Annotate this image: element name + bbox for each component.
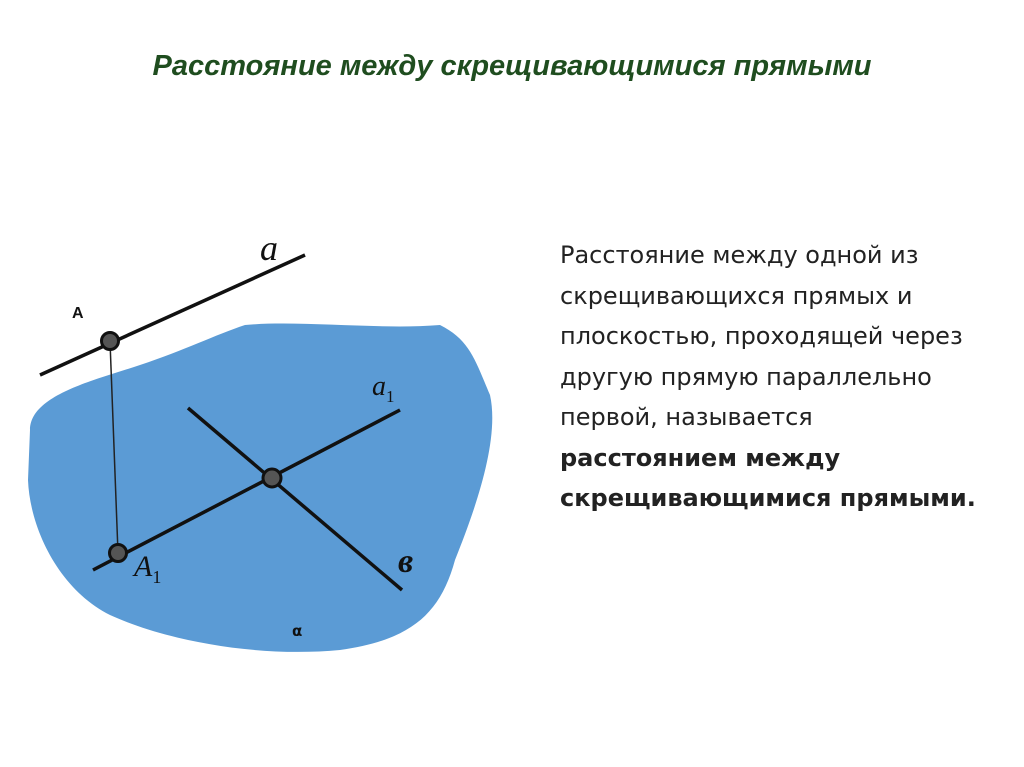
plane-alpha <box>28 324 492 652</box>
intersection-point <box>263 469 281 487</box>
line-a1-subscript: 1 <box>386 387 395 406</box>
line-a-label: a <box>260 228 278 268</box>
point-A-label: A <box>72 305 84 322</box>
point-A <box>102 333 119 350</box>
plane-alpha-label: α <box>292 622 303 640</box>
point-A1-subscript: 1 <box>152 567 162 587</box>
line-a1-label-main: a <box>372 371 386 402</box>
slide-title: Расстояние между скрещивающимися прямыми <box>152 50 872 82</box>
point-A1-label-main: A <box>134 550 153 583</box>
definition-text <box>560 235 1024 519</box>
definition-plain: Расстояние между одной из скрещивающихся прямых и плоскостью, проходящей через другую прямую параллельно первой, называется <box>560 241 963 431</box>
definition-bold: расстоянием между скрещивающимися прямыми. <box>560 443 976 512</box>
line-b-label: в <box>398 543 414 580</box>
point-A1 <box>110 545 127 562</box>
